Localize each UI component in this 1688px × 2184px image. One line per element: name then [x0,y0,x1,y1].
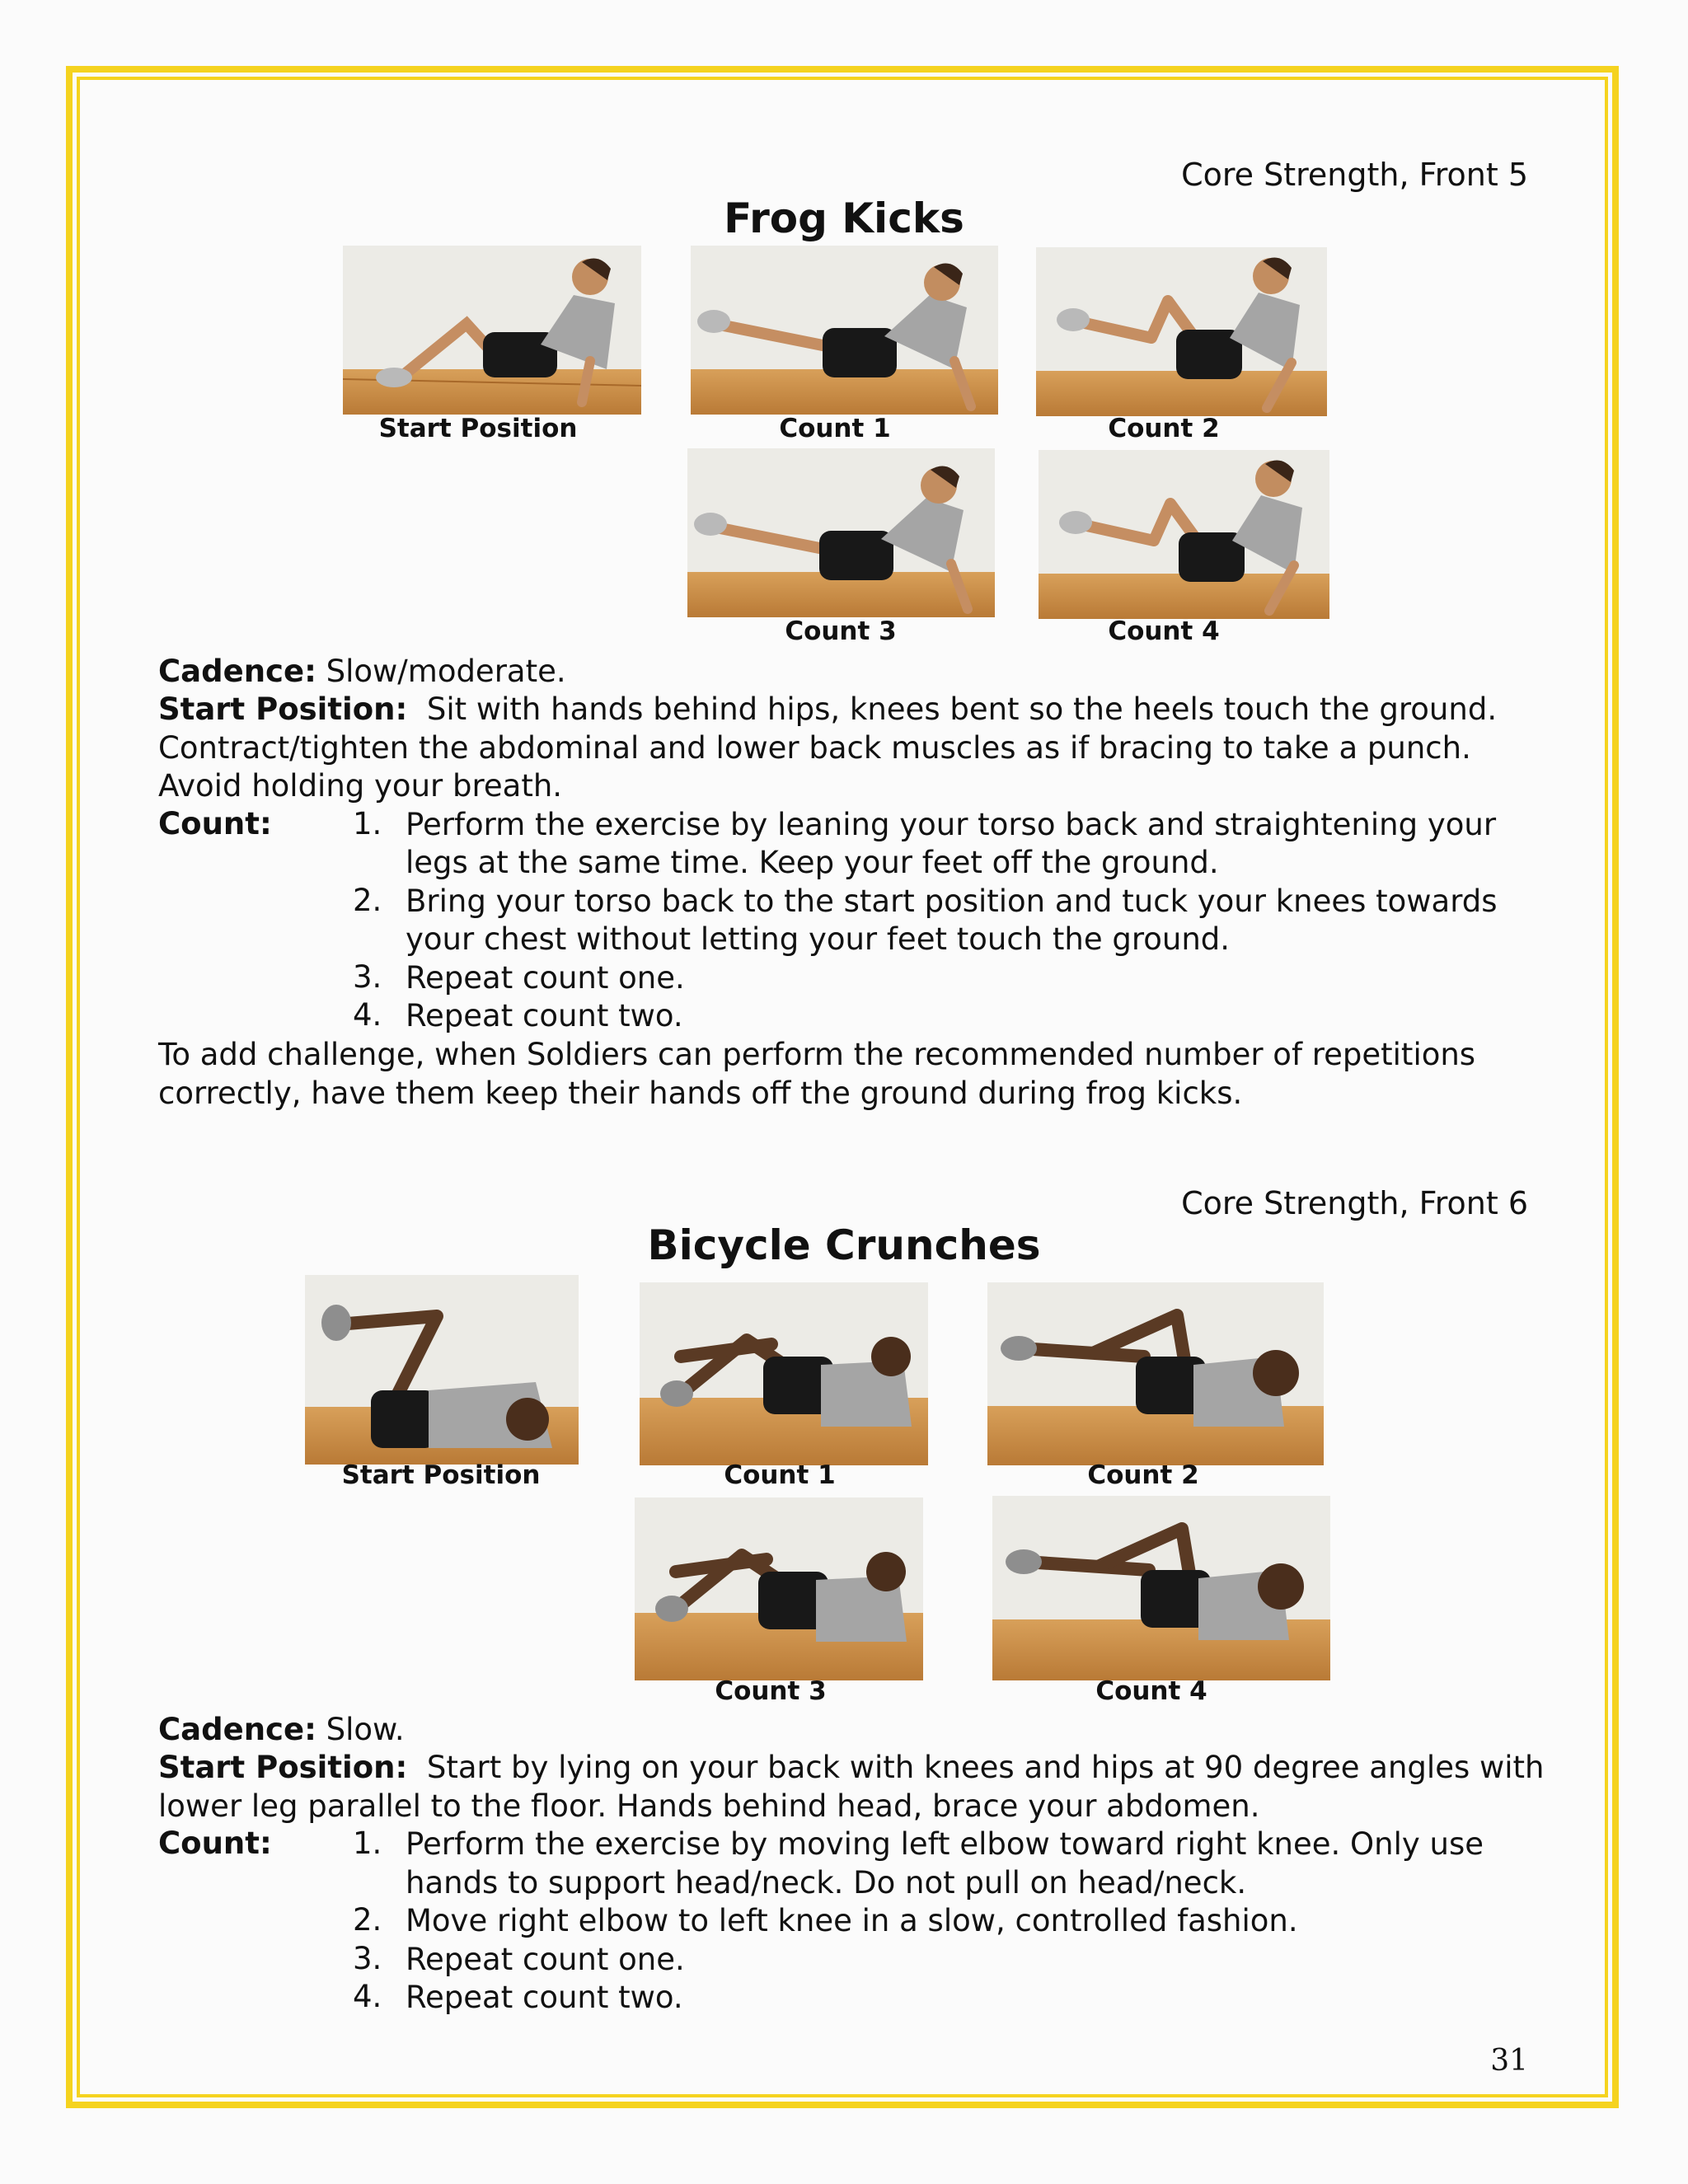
count-text: Repeat count one. [406,960,685,996]
cadence-label: Cadence: [158,654,316,689]
exercise-photo-count-1 [691,246,998,415]
exercise-title: Frog Kicks [724,194,964,242]
exercise-photo-start-position [343,246,641,415]
photo-caption: Count 1 [779,414,891,443]
count-text: your chest without letting your feet touch the ground. [406,921,1231,957]
cadence-value: Slow/moderate. [326,654,566,689]
start-position-text: lower leg parallel to the floor. Hands behind head, brace your abdomen. [158,1788,1260,1824]
photo-caption: Count 3 [715,1676,827,1706]
section-reference: Core Strength, Front 6 [1181,1185,1528,1221]
challenge-note: correctly, have them keep their hands off the ground during frog kicks. [158,1076,1243,1111]
exercise-photo-count-2 [987,1282,1324,1465]
start-position-line [158,1749,1545,1788]
count-text: Perform the exercise by leaning your torso back and straightening your [406,807,1497,842]
count-text: Repeat count two. [406,998,683,1033]
photo-caption: Count 2 [1087,1460,1199,1490]
photo-caption: Start Position [378,414,578,443]
photo-caption: Count 2 [1108,414,1220,443]
start-position-label: Start Position: [158,691,408,727]
challenge-note: To add challenge, when Soldiers can perform the recommended number of repetitions [158,1037,1476,1072]
cadence-value: Slow. [326,1712,405,1747]
count-label: Count: [158,806,272,841]
page-number: 31 [1490,2044,1528,2078]
count-text: Perform the exercise by moving left elbow toward right knee. Only use [406,1826,1484,1862]
count-number: 3. [353,1941,382,1976]
count-text: Bring your torso back to the start position and tuck your knees towards [406,883,1498,919]
start-position-text: Start by lying on your back with knees and hips at 90 degree angles with [426,1750,1545,1785]
exercise-photo-count-3 [635,1497,923,1680]
count-text: Repeat count one. [406,1942,685,1977]
photo-caption: Start Position [341,1460,541,1490]
count-text: legs at the same time. Keep your feet off the ground. [406,845,1219,880]
count-text: Repeat count two. [406,1980,683,2015]
count-number: 4. [353,997,382,1033]
cadence-label: Cadence: [158,1712,316,1747]
photo-caption: Count 4 [1095,1676,1207,1706]
cadence-line [158,1711,405,1750]
count-label: Count: [158,1825,272,1861]
count-number: 1. [353,806,382,841]
cadence-line [158,653,566,691]
start-position-label: Start Position: [158,1750,408,1785]
count-number: 2. [353,883,382,918]
count-text: hands to support head/neck. Do not pull on head/neck. [406,1865,1247,1900]
count-number: 1. [353,1825,382,1861]
exercise-photo-count-4 [1039,450,1329,619]
photo-caption: Count 3 [785,616,897,646]
exercise-photo-count-4 [992,1496,1330,1680]
count-text: Move right elbow to left knee in a slow, controlled fashion. [406,1903,1298,1938]
start-position-text: Sit with hands behind hips, knees bent so the heels touch the ground. [426,691,1498,727]
exercise-photo-count-1 [640,1282,928,1465]
exercise-photo-count-2 [1036,247,1327,416]
start-position-line [158,691,1497,729]
start-position-text: Avoid holding your breath. [158,768,563,804]
exercise-photo-count-3 [687,448,995,617]
exercise-photo-start-position [305,1275,579,1465]
count-number: 3. [353,959,382,995]
section-reference: Core Strength, Front 5 [1181,157,1528,193]
photo-caption: Count 1 [724,1460,836,1490]
photo-caption: Count 4 [1108,616,1220,646]
count-number: 2. [353,1902,382,1938]
start-position-text: Contract/tighten the abdominal and lower back muscles as if bracing to take a punch. [158,730,1471,766]
exercise-title: Bicycle Crunches [647,1221,1041,1269]
count-number: 4. [353,1979,382,2014]
